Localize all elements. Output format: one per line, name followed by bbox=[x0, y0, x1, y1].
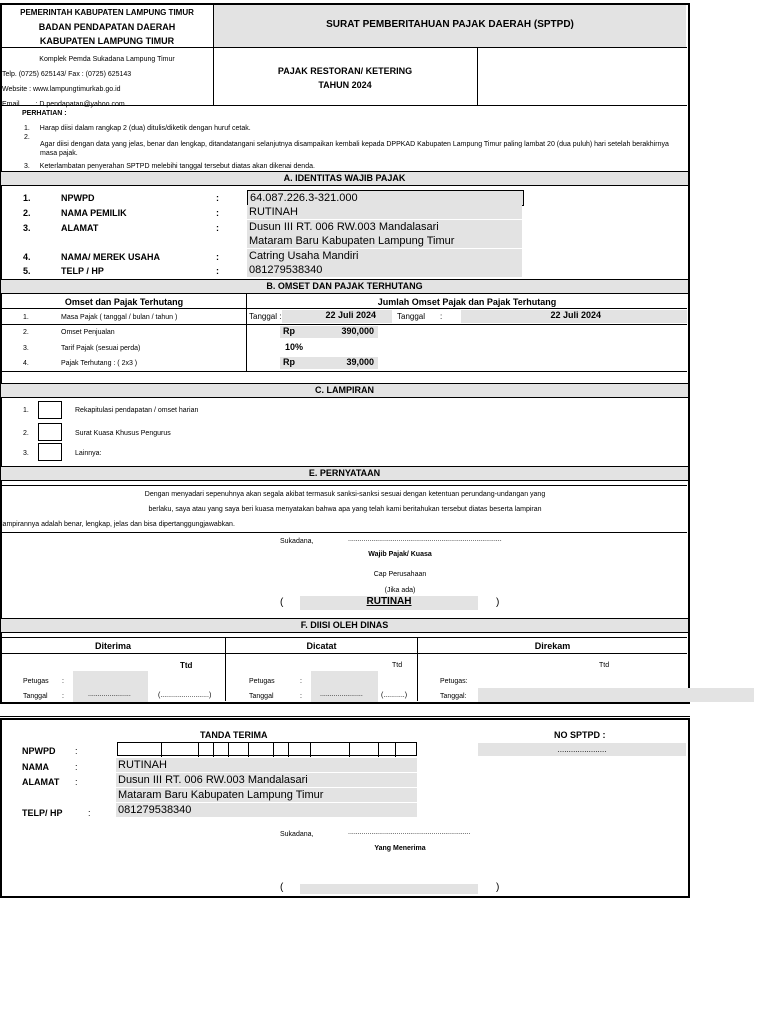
a-num-5: 5. bbox=[23, 266, 31, 276]
receipt-paren-open: ( bbox=[280, 882, 284, 893]
b-label-3: Tarif Pajak (sesuai perda) bbox=[61, 345, 141, 352]
receipt-telp-value[interactable]: 081279538340 bbox=[116, 803, 417, 817]
section-e-title: E. PERNYATAAN bbox=[1, 466, 688, 481]
stamp-label-2: (Jika ada) bbox=[384, 587, 416, 594]
sign-paren-open: ( bbox=[280, 597, 284, 608]
receipt-npwpd-colon: : bbox=[75, 746, 78, 756]
a-num-2: 2. bbox=[23, 208, 31, 218]
notice-num-2: 2. bbox=[24, 134, 30, 141]
b-num-2: 2. bbox=[23, 329, 29, 336]
f1-tanggal: Tanggal bbox=[23, 693, 48, 700]
tanggal2-label: Tanggal bbox=[397, 312, 426, 321]
a-label-1: NPWPD bbox=[61, 193, 95, 203]
business-name-value[interactable]: Catring Usaha Mandiri bbox=[247, 249, 522, 263]
a-num-1: 1. bbox=[23, 193, 31, 203]
tanggal-value[interactable]: 22 Juli 2024 bbox=[282, 310, 392, 323]
gov-line3: KABUPATEN LAMPUNG TIMUR bbox=[39, 36, 175, 46]
c-text-2: Surat Kuasa Khusus Pengurus bbox=[75, 430, 171, 437]
f1-tanggal-colon: : bbox=[62, 693, 64, 700]
b-label-2: Omset Penjualan bbox=[61, 329, 115, 336]
f1-petugas-colon: : bbox=[62, 678, 64, 685]
omset-field[interactable] bbox=[280, 326, 378, 338]
section-a-title: A. IDENTITAS WAJIB PAJAK bbox=[1, 171, 688, 186]
notice-item-1 bbox=[24, 125, 674, 132]
section-c-title: C. LAMPIRAN bbox=[1, 383, 688, 398]
b-label-4: Pajak Terhutang : ( 2x3 ) bbox=[61, 360, 138, 367]
receipt-no-field[interactable]: ...................... bbox=[478, 743, 686, 756]
b-col-left: Omset dan Pajak Terhutang bbox=[64, 297, 184, 307]
receipt-alamat-label: ALAMAT bbox=[22, 777, 60, 787]
owner-name-value[interactable]: RUTINAH bbox=[247, 205, 522, 219]
a-label-4: NAMA/ MEREK USAHA bbox=[61, 252, 160, 262]
receipt-npwpd-label: NPWPD bbox=[22, 746, 56, 756]
f-ttd-2: Ttd bbox=[392, 662, 403, 669]
omset-rp: Rp bbox=[283, 326, 295, 336]
statement-line2: berlaku, saya atau yang saya beri kuasa menyatakan bahwa apa yang telah kami beritahukan tersebut diatas beserta lampiran bbox=[148, 506, 542, 513]
c-num-2: 2. bbox=[23, 430, 29, 437]
statement-line1: Dengan menyadari sepenuhnya akan segala akibat termasuk sanksi-sanksi sesuai dengan ketentuan perundang-undangan yang bbox=[144, 491, 546, 498]
c-text-3: Lainnya: bbox=[75, 450, 102, 457]
f2-tanggal: Tanggal bbox=[249, 693, 274, 700]
email-value: : D.pendapatan@yahoo.com bbox=[35, 101, 125, 108]
address-value-1[interactable]: Dusun III RT. 006 RW.003 Mandalasari bbox=[247, 220, 522, 235]
c-text-1: Rekapitulasi pendapatan / omset harian bbox=[75, 407, 199, 414]
f2-petugas: Petugas bbox=[249, 678, 275, 685]
notice-text-3: Keterlambatan penyerahan SPTPD melebihi tanggal tersebut diatas akan dikenai denda. bbox=[39, 163, 315, 170]
email-label: Email bbox=[2, 101, 20, 108]
receipt-npwpd-boxes[interactable] bbox=[117, 742, 417, 756]
a-num-4: 4. bbox=[23, 252, 31, 262]
b-num-1: 1. bbox=[23, 314, 29, 321]
lampiran-checkbox-1[interactable] bbox=[38, 401, 62, 419]
f1-paren-dots: (.........................) bbox=[158, 692, 212, 699]
b-num-3: 3. bbox=[23, 345, 29, 352]
f-ttd-1: Ttd bbox=[180, 661, 193, 670]
receipt-alamat-colon: : bbox=[75, 777, 78, 787]
telp-text: Telp. (0725) 625143/ Fax : (0725) 625143 bbox=[2, 71, 132, 78]
pajak-value: 39,000 bbox=[346, 357, 374, 367]
c-num-1: 1. bbox=[23, 407, 29, 414]
a-colon-4: : bbox=[216, 252, 219, 262]
f-col-direkam: Direkam bbox=[534, 641, 571, 651]
receipt-date-dots[interactable]: ............................................................... bbox=[348, 829, 471, 836]
f2-tanggal-dots: ...................... bbox=[320, 691, 363, 698]
gov-line1: PEMERINTAH KABUPATEN LAMPUNG TIMUR bbox=[20, 8, 194, 17]
a-label-5: TELP / HP bbox=[61, 266, 104, 276]
f3-tanggal-field[interactable] bbox=[478, 688, 754, 702]
f-col-diterima: Diterima bbox=[94, 641, 131, 651]
omset-value: 390,000 bbox=[341, 326, 374, 336]
notice-num-1: 1. bbox=[24, 125, 30, 132]
tanggal-label: Tanggal : bbox=[249, 312, 282, 321]
website-text: Website : www.lampungtimurkab.go.id bbox=[2, 86, 121, 93]
form-title: SURAT PEMBERITAHUAN PAJAK DAERAH (SPTPD) bbox=[214, 5, 686, 47]
receipt-alamat-value-2[interactable]: Mataram Baru Kabupaten Lampung Timur bbox=[116, 788, 417, 802]
f-col-dicatat: Dicatat bbox=[306, 641, 337, 651]
lampiran-checkbox-3[interactable] bbox=[38, 443, 62, 461]
address-text: Komplek Pemda Sukadana Lampung Timur bbox=[39, 56, 175, 63]
a-num-3: 3. bbox=[23, 223, 31, 233]
receipt-alamat-value-1[interactable]: Dusun III RT. 006 RW.003 Mandalasari bbox=[116, 773, 417, 787]
signer-name[interactable]: RUTINAH bbox=[300, 596, 478, 610]
header-gov bbox=[2, 6, 212, 48]
receiver-name-field[interactable] bbox=[300, 884, 478, 894]
tarif-value[interactable]: 10% bbox=[285, 342, 304, 352]
a-colon-1: : bbox=[216, 193, 219, 203]
notice-text-1: Harap diisi dalam rangkap 2 (dua) ditulis/diketik dengan huruf cetak. bbox=[39, 125, 251, 132]
tanggal2-colon: : bbox=[440, 312, 443, 321]
b-num-4: 4. bbox=[23, 360, 29, 367]
statement-line3: lampirannya adalah benar, lengkap, jelas dan bisa dipertanggungjawabkan. bbox=[1, 521, 235, 528]
npwpd-value[interactable]: 64.087.226.3-321.000 bbox=[247, 190, 524, 206]
a-label-3: ALAMAT bbox=[61, 223, 99, 233]
receipt-title: TANDA TERIMA bbox=[200, 730, 268, 740]
receipt-no-label: NO SPTPD : bbox=[554, 730, 606, 740]
receiver-label: Yang Menerima bbox=[374, 845, 426, 852]
receipt-paren-close: ) bbox=[496, 882, 500, 893]
section-b-title: B. OMSET DAN PAJAK TERHUTANG bbox=[1, 279, 688, 294]
sign-paren-close: ) bbox=[496, 597, 500, 608]
receipt-nama-colon: : bbox=[75, 762, 78, 772]
tax-type: PAJAK RESTORAN/ KETERING bbox=[277, 66, 413, 76]
a-colon-3: : bbox=[216, 223, 219, 233]
gov-line2: BADAN PENDAPATAN DAERAH bbox=[38, 22, 176, 32]
section-f-title: F. DIISI OLEH DINAS bbox=[1, 618, 688, 633]
receipt-telp-colon: : bbox=[88, 808, 91, 818]
c-num-3: 3. bbox=[23, 450, 29, 457]
receipt-nama-value[interactable]: RUTINAH bbox=[116, 758, 417, 772]
tax-type-block bbox=[214, 64, 476, 92]
f2-petugas-colon: : bbox=[300, 678, 302, 685]
receipt-place: Sukadana, bbox=[280, 831, 314, 838]
pajak-field[interactable] bbox=[280, 357, 378, 369]
receipt-telp-label: TELP/ HP bbox=[22, 808, 63, 818]
signer-label: Wajib Pajak/ Kuasa bbox=[368, 551, 432, 558]
receipt-nama-label: NAMA bbox=[22, 762, 49, 772]
a-colon-5: : bbox=[216, 266, 219, 276]
tanggal2-value[interactable]: 22 Juli 2024 bbox=[461, 310, 687, 323]
f1-petugas: Petugas bbox=[23, 678, 49, 685]
f2-tanggal-colon: : bbox=[300, 693, 302, 700]
sign-place: Sukadana, bbox=[280, 538, 314, 545]
b-col-right: Jumlah Omset Pajak dan Pajak Terhutang bbox=[377, 297, 557, 307]
f-ttd-3: Ttd bbox=[599, 662, 610, 669]
a-colon-2: : bbox=[216, 208, 219, 218]
f1-tanggal-dots: ...................... bbox=[88, 691, 131, 698]
sign-date-dots[interactable]: ............................................................................... bbox=[348, 536, 502, 543]
b-label-1: Masa Pajak ( tanggal / bulan / tahun ) bbox=[61, 314, 178, 321]
notice-item-3 bbox=[24, 163, 674, 170]
notice-num-3: 3. bbox=[24, 163, 30, 170]
f3-petugas: Petugas: bbox=[440, 678, 468, 685]
tax-year: TAHUN 2024 bbox=[318, 80, 372, 90]
notice-text-2: Agar diisi dengan data yang jelas, benar dan lengkap, ditandatangani selanjutnya disampaikan kembali kepada DPPKAD Kabupaten Lampung Timur paling lambat 20 (dua puluh) hari setelah berakhirnya masa pajak. bbox=[40, 141, 669, 157]
address-value-2[interactable]: Mataram Baru Kabupaten Lampung Timur bbox=[247, 234, 522, 248]
header-address bbox=[2, 52, 212, 112]
stamp-label: Cap Perusahaan bbox=[373, 571, 427, 578]
lampiran-checkbox-2[interactable] bbox=[38, 423, 62, 441]
f3-tanggal: Tanggal: bbox=[440, 693, 467, 700]
a-label-2: NAMA PEMILIK bbox=[61, 208, 127, 218]
f2-paren-dots: (...........) bbox=[381, 692, 408, 699]
pajak-rp: Rp bbox=[283, 357, 295, 367]
notice-title: PERHATIAN : bbox=[22, 110, 67, 117]
phone-value[interactable]: 081279538340 bbox=[247, 263, 522, 277]
